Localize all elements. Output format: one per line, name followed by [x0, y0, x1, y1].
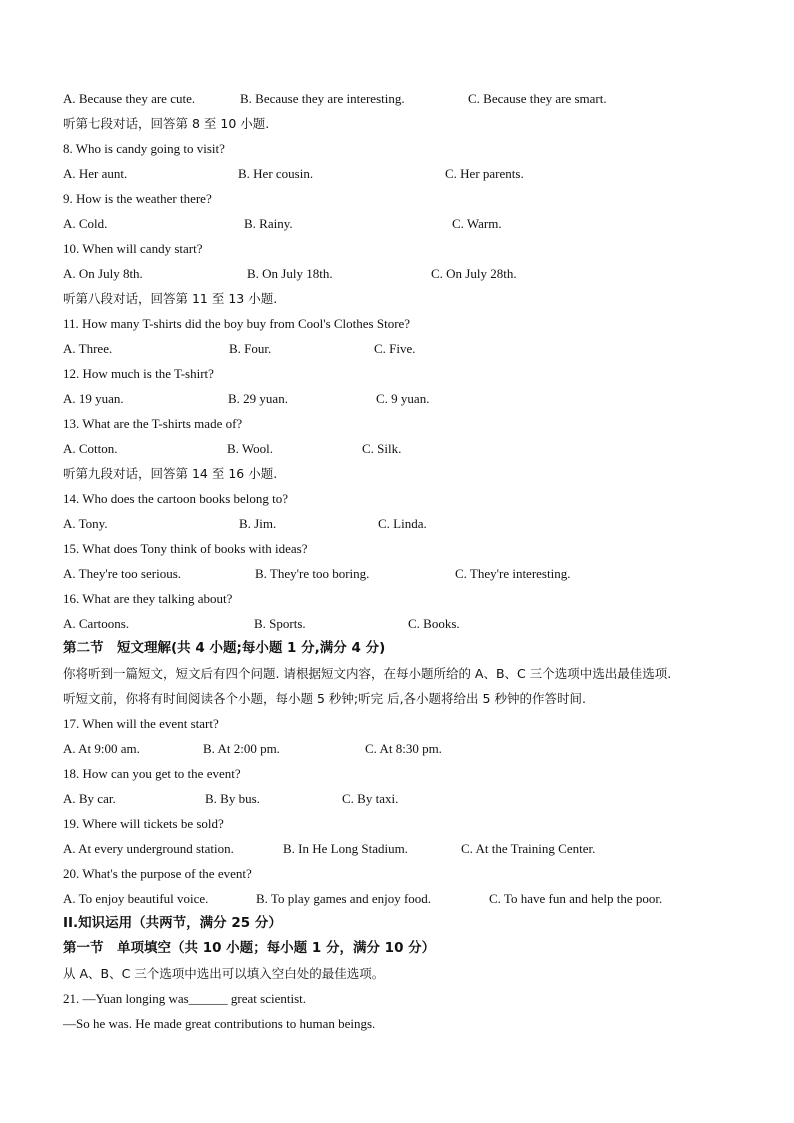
answer-option: A. Tony.: [63, 516, 108, 531]
question-text: 14. Who does the cartoon books belong to?: [63, 491, 289, 506]
answer-option: B. Four.: [229, 341, 272, 356]
answer-option: B. In He Long Stadium.: [283, 841, 408, 856]
answer-option: B. Jim.: [239, 516, 277, 531]
answer-option: A. By car.: [63, 791, 116, 806]
answer-option: A. At 9:00 am.: [63, 741, 140, 756]
answer-options-row: [63, 336, 753, 361]
answer-option: B. They're too boring.: [255, 566, 370, 581]
answer-option: A. Her aunt.: [63, 166, 128, 181]
answer-option: C. They're interesting.: [455, 566, 571, 581]
answer-option: B. On July 18th.: [247, 266, 333, 281]
answer-options-row: [63, 161, 753, 186]
answer-option: C. At the Training Center.: [461, 841, 596, 856]
answer-option: A. Because they are cute.: [63, 91, 196, 106]
answer-options-row: [63, 261, 753, 286]
question-text: 19. Where will tickets be sold?: [63, 816, 224, 831]
answer-option: A. Cartoons.: [63, 616, 130, 631]
answer-options-row: [63, 786, 753, 811]
answer-options-row: [63, 211, 753, 236]
answer-option: A. Three.: [63, 341, 113, 356]
answer-option: C. Books.: [408, 616, 460, 631]
section-heading: II.知识运用（共两节，满分 25 分）: [63, 915, 282, 931]
question-text: 9. How is the weather there?: [63, 191, 212, 206]
question-text: 13. What are the T-shirts made of?: [63, 416, 243, 431]
question-text: 18. How can you get to the event?: [63, 766, 241, 781]
section-heading: 第二节 短文理解(共 4 小题;每小题 1 分,满分 4 分): [63, 640, 386, 656]
question-text: —So he was. He made great contributions to human beings.: [63, 1016, 376, 1031]
answer-options-row: [63, 736, 753, 761]
question-text: 17. When will the event start?: [63, 716, 219, 731]
section-heading: 第一节 单项填空（共 10 小题；每小题 1 分，满分 10 分）: [63, 940, 436, 956]
instruction-text: 听短文前，你将有时间阅读各个小题，每小题 5 秒钟;听完 后,各小题将给出 5 秒钟的作答时间.: [63, 691, 586, 706]
answer-option: B. 29 yuan.: [228, 391, 288, 406]
answer-options-row: [63, 886, 753, 911]
answer-option: C. Her parents.: [445, 166, 524, 181]
answer-option: C. By taxi.: [342, 791, 399, 806]
answer-option: A. 19 yuan.: [63, 391, 124, 406]
exam-page: [63, 86, 753, 1036]
instruction-text: 听第八段对话，回答第 11 至 13 小题.: [63, 291, 278, 306]
question-text: 8. Who is candy going to visit?: [63, 141, 225, 156]
question-text: 21. —Yuan longing was______ great scientist.: [63, 991, 306, 1006]
answer-option: C. Five.: [374, 341, 416, 356]
instruction-text: 你将听到一篇短文，短文后有四个问题. 请根据短文内容，在每小题所给的 A、B、C 三个选项中选出最佳选项.: [63, 666, 672, 681]
answer-option: C. On July 28th.: [431, 266, 517, 281]
answer-options-row: [63, 561, 753, 586]
answer-options-row: [63, 511, 753, 536]
answer-option: C. To have fun and help the poor.: [489, 891, 663, 906]
answer-option: C. Warm.: [452, 216, 502, 231]
answer-option: B. At 2:00 pm.: [203, 741, 280, 756]
answer-options-row: [63, 611, 753, 636]
answer-option: B. Her cousin.: [238, 166, 314, 181]
answer-option: C. Linda.: [378, 516, 427, 531]
answer-option: B. Sports.: [254, 616, 306, 631]
answer-option: B. Because they are interesting.: [240, 91, 405, 106]
answer-option: B. By bus.: [205, 791, 260, 806]
question-text: 20. What's the purpose of the event?: [63, 866, 252, 881]
answer-options-row: [63, 86, 753, 111]
answer-options-row: [63, 836, 753, 861]
answer-option: C. 9 yuan.: [376, 391, 430, 406]
answer-option: B. To play games and enjoy food.: [256, 891, 432, 906]
answer-option: C. Silk.: [362, 441, 402, 456]
answer-option: A. They're too serious.: [63, 566, 181, 581]
answer-option: A. Cotton.: [63, 441, 118, 456]
question-text: 11. How many T-shirts did the boy buy from Cool's Clothes Store?: [63, 316, 411, 331]
answer-options-row: [63, 436, 753, 461]
answer-option: C. Because they are smart.: [468, 91, 607, 106]
question-text: 15. What does Tony think of books with ideas?: [63, 541, 308, 556]
answer-option: C. At 8:30 pm.: [365, 741, 442, 756]
instruction-text: 听第九段对话，回答第 14 至 16 小题.: [63, 466, 278, 481]
answer-option: B. Wool.: [227, 441, 274, 456]
question-text: 10. When will candy start?: [63, 241, 203, 256]
instruction-text: 从 A、B、C 三个选项中选出可以填入空白处的最佳选项。: [63, 966, 385, 981]
instruction-text: 听第七段对话，回答第 8 至 10 小题.: [63, 116, 270, 131]
answer-option: A. Cold.: [63, 216, 108, 231]
question-text: 16. What are they talking about?: [63, 591, 233, 606]
answer-option: A. On July 8th.: [63, 266, 143, 281]
answer-option: A. At every underground station.: [63, 841, 234, 856]
answer-options-row: [63, 386, 753, 411]
answer-option: B. Rainy.: [244, 216, 293, 231]
question-text: 12. How much is the T-shirt?: [63, 366, 214, 381]
answer-option: A. To enjoy beautiful voice.: [63, 891, 209, 906]
